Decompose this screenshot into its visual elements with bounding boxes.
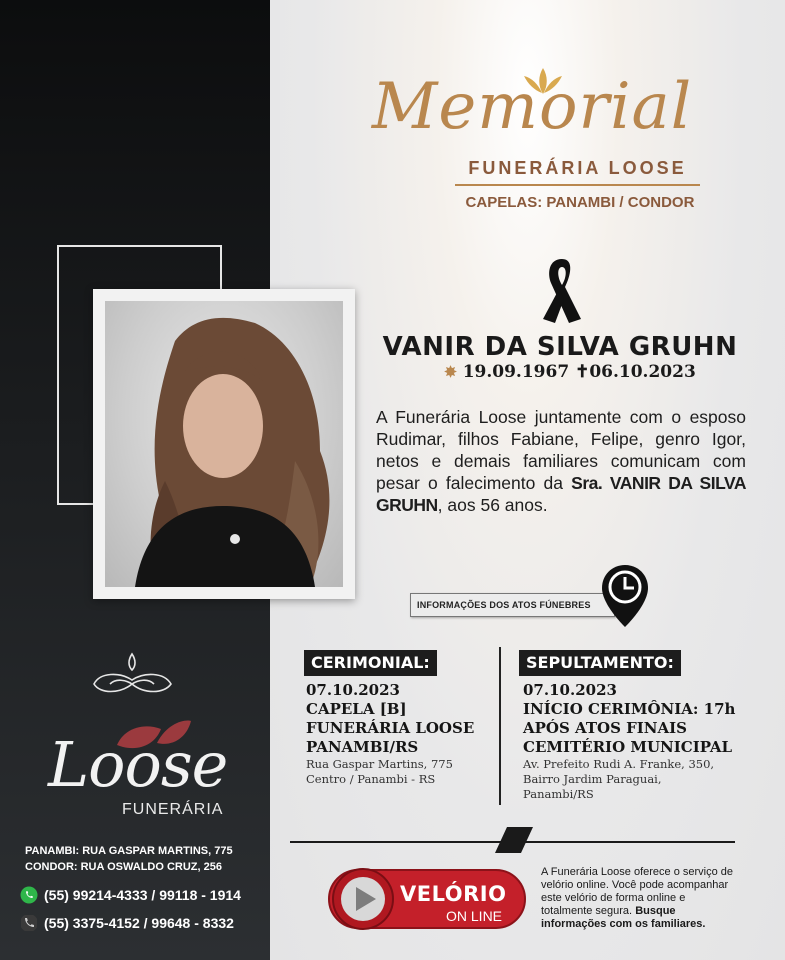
notice-name: Sra. VANIR DA SILVA GRUHN: [376, 473, 746, 515]
phone-icon: [20, 914, 38, 932]
whatsapp-number: (55) 99214-4333 / 99118 - 1914: [44, 887, 241, 903]
ceremonial-address: Centro / Panambi - RS: [306, 772, 436, 786]
burial-address: Panambi/RS: [523, 787, 594, 801]
whatsapp-row[interactable]: [20, 886, 241, 904]
velorio-description: [541, 866, 736, 931]
subtitle-rule: [455, 184, 700, 186]
ceremonial-line: FUNERÁRIA LOOSE: [306, 719, 475, 737]
portrait-photo: [105, 301, 343, 587]
loose-logo-word: Loose: [48, 728, 228, 801]
address-condor: CONDOR: RUA OSWALDO CRUZ, 256: [25, 861, 222, 873]
divider-slash: [495, 827, 533, 853]
whatsapp-icon: [20, 886, 38, 904]
ribbon-icon: [537, 255, 587, 327]
loose-logo-sub: FUNERÁRIA: [122, 801, 224, 818]
ceremonial-details: [306, 681, 474, 787]
notice-suffix: , aos 56 anos.: [437, 495, 548, 515]
velorio-desc-text: A Funerária Loose oferece o serviço de velório online. Você pode acompanhar este velório de forma online e totalmente segura.: [541, 866, 734, 917]
online-label[interactable]: ON LINE: [446, 908, 503, 924]
funeraria-subtitle: FUNERÁRIA LOOSE: [468, 158, 687, 178]
ceremonial-line: PANAMBI/RS: [306, 738, 419, 756]
ceremonial-line: 07.10.2023: [306, 681, 400, 699]
birth-date: 19.09.1967: [462, 362, 570, 382]
address-panambi: PANAMBI: RUA GASPAR MARTINS, 775: [25, 845, 233, 857]
burial-line: 07.10.2023: [523, 681, 617, 699]
burial-line: CEMITÉRIO MUNICIPAL: [523, 738, 733, 756]
landline-number: (55) 3375-4152 / 99648 - 8332: [44, 915, 234, 931]
cross-icon: ✝: [575, 362, 590, 382]
clock-pin-icon: [600, 563, 650, 629]
burial-title: SEPULTAMENTO:: [519, 650, 681, 676]
ornament-icon: [90, 650, 175, 698]
star-icon: ✸: [444, 363, 457, 381]
death-date: 06.10.2023: [589, 362, 696, 382]
burial-details: [523, 681, 735, 802]
chapels-text: CAPELAS: PANAMBI / CONDOR: [465, 194, 695, 211]
burial-line: APÓS ATOS FINAIS: [523, 719, 688, 737]
column-divider: [499, 647, 501, 805]
funeral-info-label: INFORMAÇÕES DOS ATOS FÚNEBRES: [410, 593, 615, 617]
phone-row[interactable]: [20, 914, 234, 932]
ceremonial-line: CAPELA [B]: [306, 700, 407, 718]
deceased-name: VANIR DA SILVA GRUHN: [382, 332, 738, 362]
velorio-label[interactable]: VELÓRIO: [400, 882, 507, 906]
burial-line: INÍCIO CERIMÔNIA: 17h: [523, 700, 736, 718]
burial-address: Bairro Jardim Paraguai,: [523, 772, 662, 786]
ceremonial-title: CERIMONIAL:: [304, 650, 437, 676]
velorio-desc-bold: Busque informações com os familiares.: [541, 905, 706, 930]
life-dates: [440, 362, 700, 382]
portrait-frame: [93, 289, 355, 599]
memorial-title: Memorial: [371, 70, 693, 144]
notice-text: A Funerária Loose juntamente com o esposo Rudimar, filhos Fabiane, Felipe, genro Igor, netos e demais familiares comunicam com pesar o falecimento da: [376, 407, 746, 493]
ceremonial-address: Rua Gaspar Martins, 775: [306, 757, 453, 771]
obituary-notice: [376, 406, 746, 516]
burial-address: Av. Prefeito Rudi A. Franke, 350,: [523, 757, 715, 771]
